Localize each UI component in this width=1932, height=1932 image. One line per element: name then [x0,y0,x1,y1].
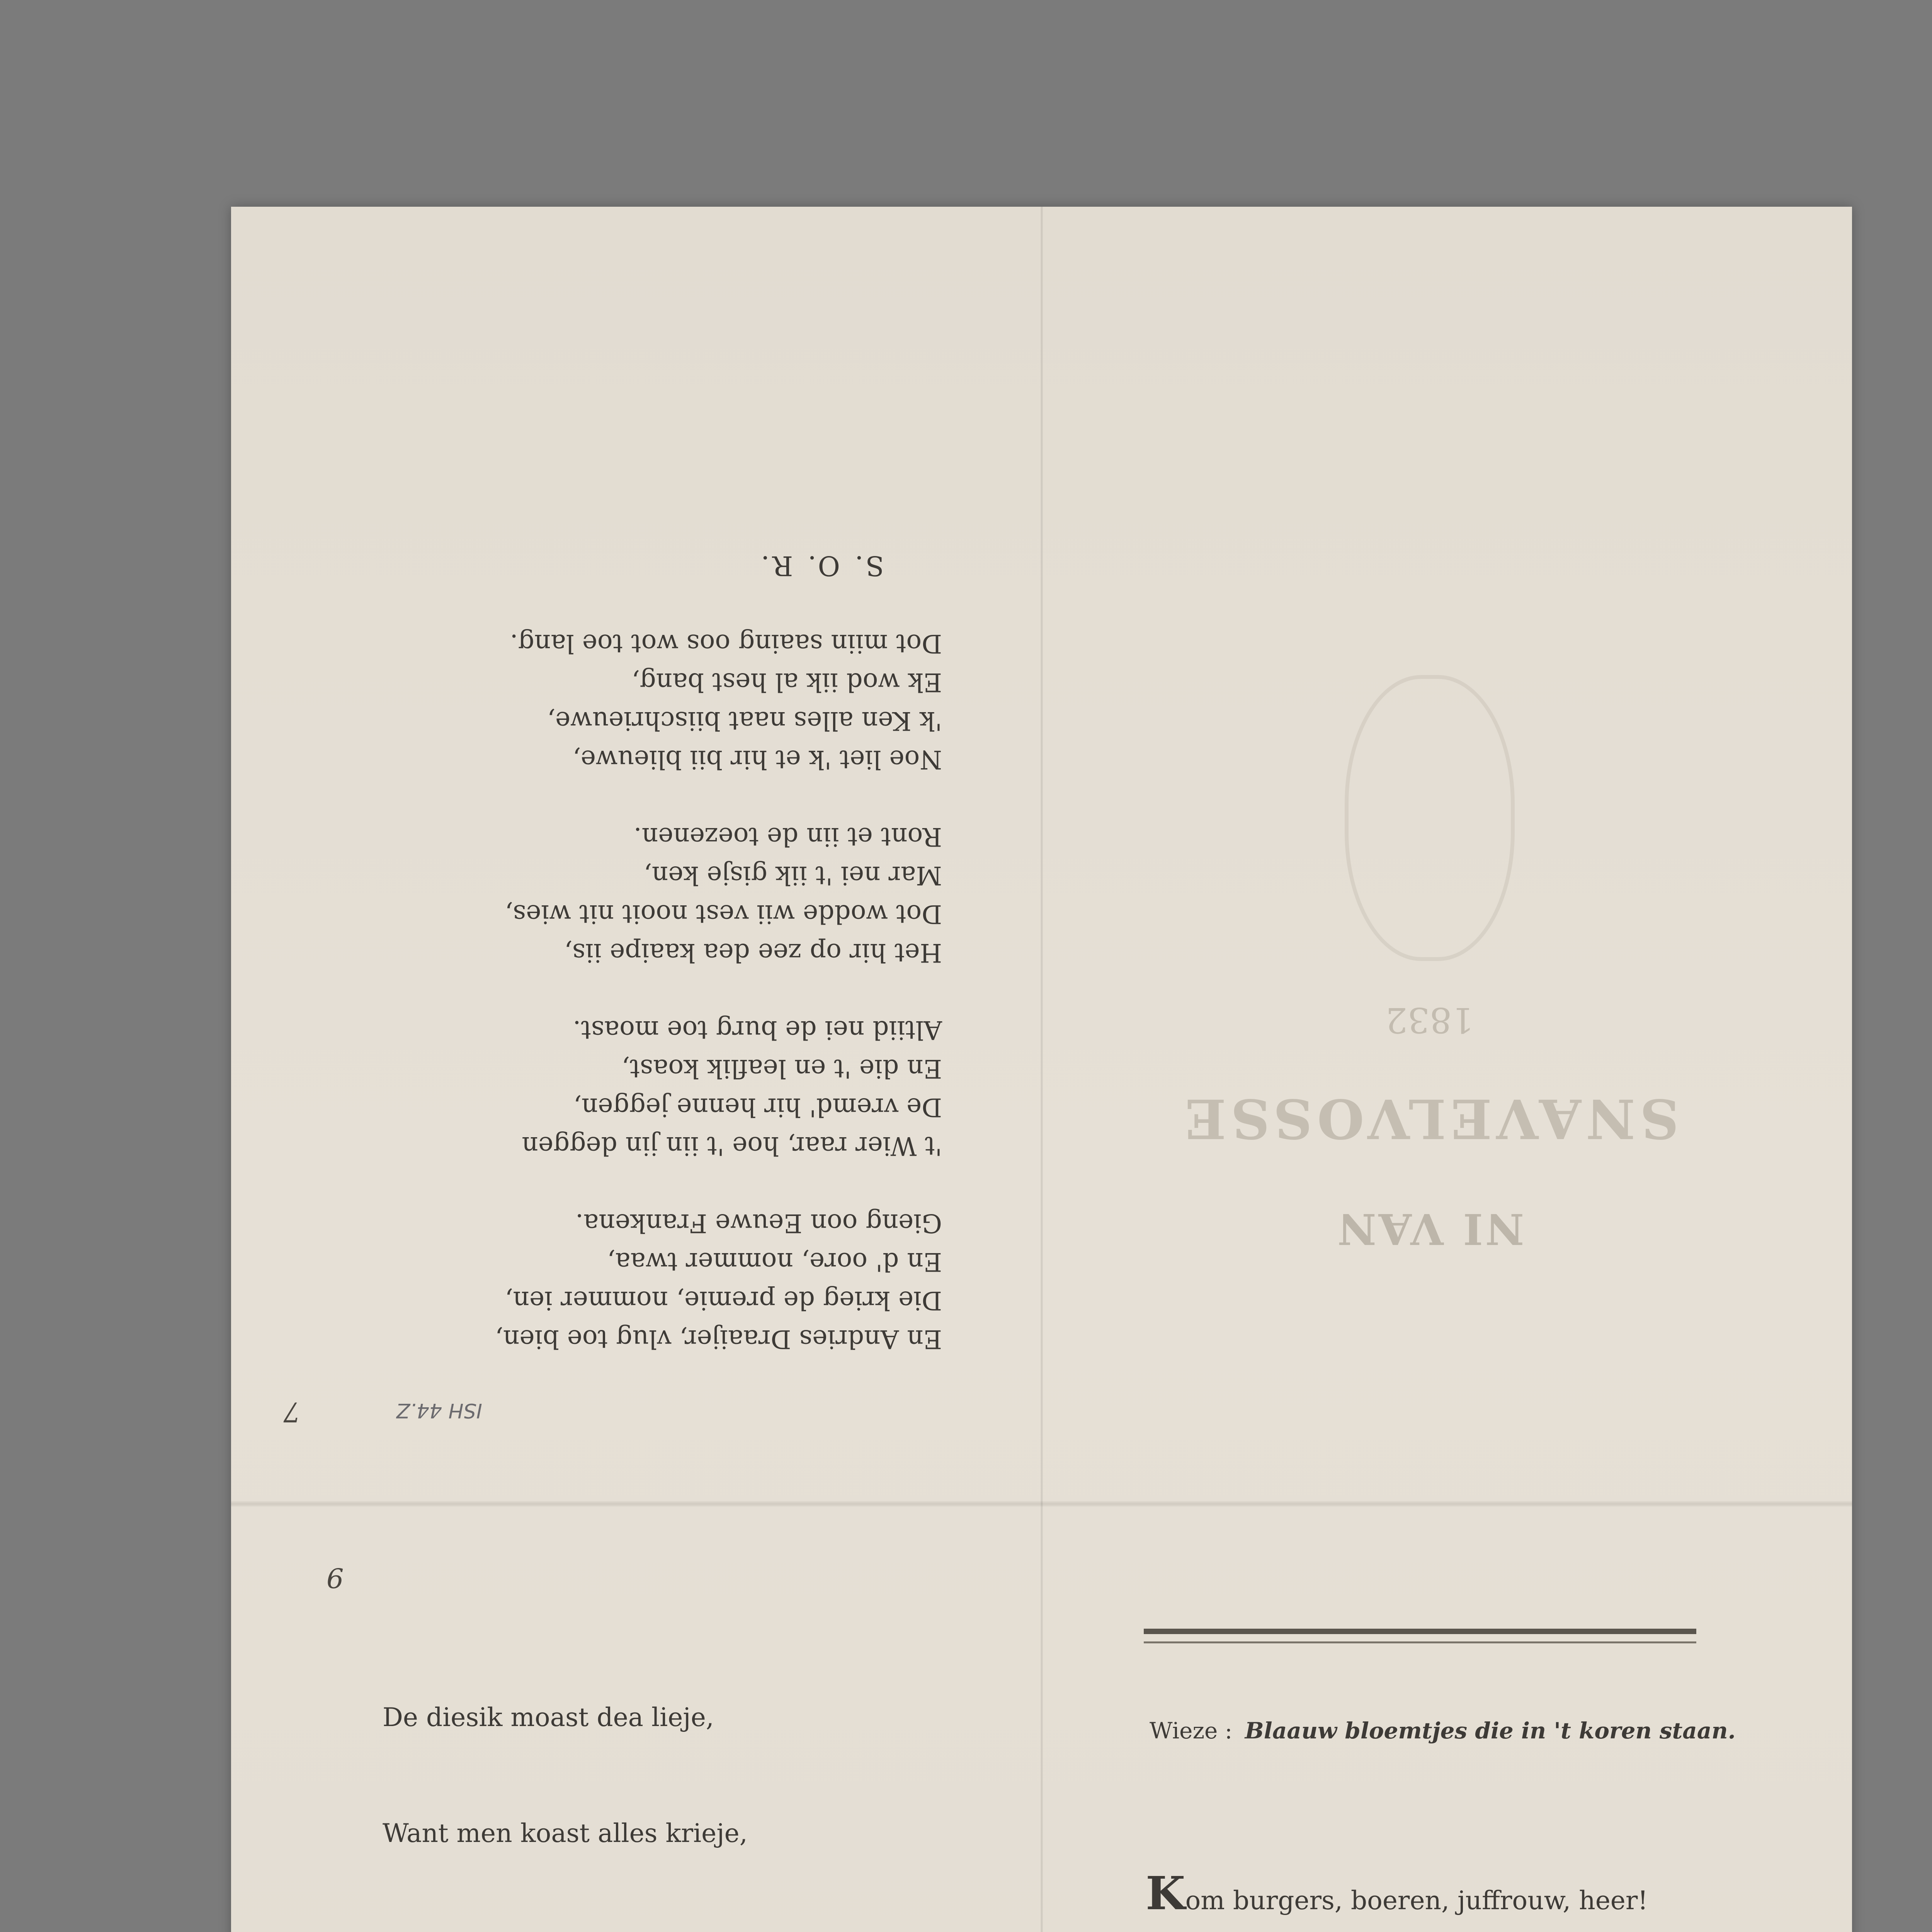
title-main: SNAVELVOSSE [1180,1087,1679,1150]
verse-line: De vremd' hir henne jeggen, [573,1092,942,1122]
stanza [522,1010,942,1165]
tune-label: Wieze : [1150,1718,1233,1744]
signature-initials: S. O. R. [758,550,884,582]
tune-name: Blaauw bloemtjes die in 't koren staan. [1245,1718,1736,1744]
verse-line [1146,1866,1648,1920]
verse-line: Het hir op zee dea kaaipe iis, [564,938,942,968]
stanza [505,817,942,972]
verse-line: Dot miin saaing oos wot toe lang. [510,629,942,658]
verse-line: Ek wod iik al hest bang, [631,667,942,697]
verse-line: Noe liet 'k et hir bii blieuwe, [572,745,942,774]
verse-line: Altiid nei de burg toe moast. [573,1015,942,1045]
verse-line: En die 't en leaflik koast, [621,1054,942,1083]
header-rule-thin [1144,1641,1696,1643]
verse-line: Ront et iin de toezenen. [633,822,942,852]
tune-indication [1150,1718,1736,1744]
verse-line: Die krieg de premie, nommer ien, [505,1286,942,1315]
verse-line: En d' oore, nommer twaa, [607,1247,942,1277]
verse-line [383,1930,853,1932]
title-line: NI VAN [1335,1204,1524,1254]
verse-line: 'k Ken alles naat biischrieuwe, [547,706,942,736]
drop-cap: K [1146,1866,1185,1920]
poem-column-left [383,1621,853,1932]
verse-line: Want men koast alles krieje, [383,1818,748,1848]
stanza [495,1204,942,1358]
verse-line-rest: om burgers, boeren, juffrouw, heer! [1185,1886,1648,1915]
title-year: 1832 [1385,1000,1474,1040]
header-rule [1144,1629,1696,1634]
upside-down-title-page [1028,207,1832,1296]
verse-line: De diesik moast dea lieje, [383,1702,714,1732]
page-number: 6 [327,1563,344,1595]
page-number: 7 [283,1396,301,1428]
upside-down-page-7 [231,207,1043,1443]
verse-line: Dot wodde wii vest nooit nit wies, [505,899,942,929]
faded-emblem [1345,675,1515,961]
stanza [510,624,942,779]
poem-column-right [1146,1801,1648,1932]
horizontal-fold [231,1501,1852,1507]
verse-line: 't Wier raar, hoe 't iin jin deggen [522,1131,942,1161]
verse-line: En Andries Draaijer, vlug toe bien, [495,1324,942,1354]
pencil-annotation: ISH 44.Z [396,1399,482,1422]
verse-line: Gieng oon Eeuwe Frankena. [575,1208,942,1238]
verse-line: Mar nei 't iik gisje ken, [643,861,942,890]
